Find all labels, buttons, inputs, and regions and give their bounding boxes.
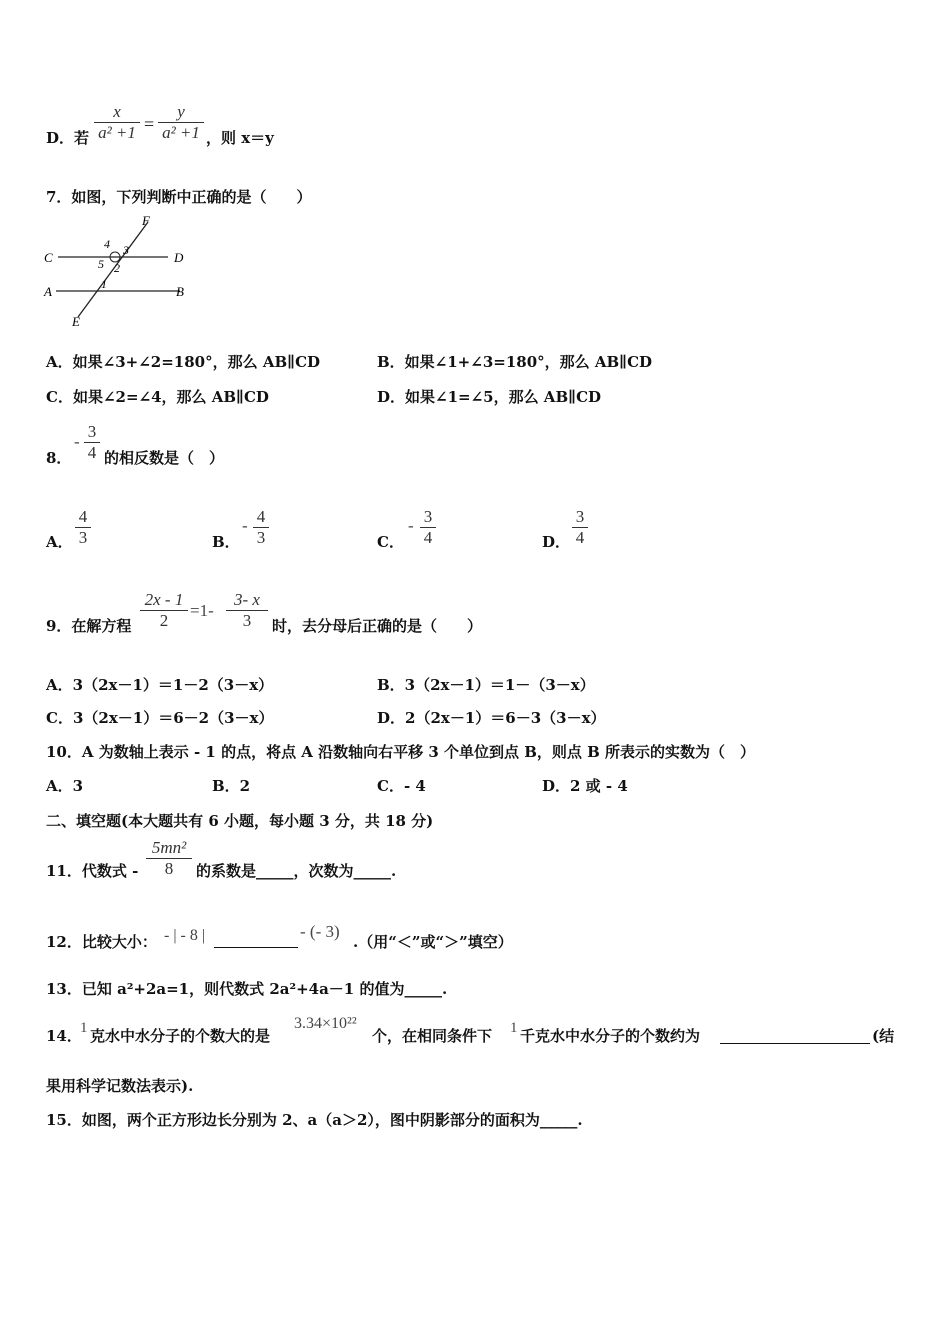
q6d-label: D．若	[46, 129, 90, 147]
q14-part-a: 克水中水分子的个数大的是	[90, 1027, 271, 1045]
q14-answer-blank[interactable]	[720, 1026, 870, 1044]
q8-option-b-fraction: 4 3	[253, 507, 269, 548]
q14-head: 14．	[46, 1027, 82, 1045]
q9-option-b: B．3（2x－1）＝1－（3－x）	[377, 676, 595, 694]
line-ef	[78, 222, 148, 317]
q8-option-c-sign: -	[408, 516, 414, 535]
q8-number: 8．	[46, 449, 72, 467]
q8-fraction: 3 4	[84, 422, 100, 463]
label-4: 4	[104, 237, 110, 251]
q12-head: 12．比较大小：	[46, 933, 157, 951]
q10-option-c: C．- 4	[377, 777, 426, 795]
label-d: D	[174, 250, 184, 265]
q12-answer-blank[interactable]	[214, 930, 298, 948]
label-1: 1	[101, 277, 107, 291]
q8-option-d-fraction: 3 4	[572, 507, 588, 548]
q14-one: 1	[80, 1020, 88, 1036]
q7-stem: 7．如图，下列判断中正确的是（ ）	[46, 188, 312, 206]
q14-part-c: 千克水中水分子的个数约为	[520, 1027, 701, 1045]
q10-option-b: B．2	[212, 777, 251, 795]
label-b: B	[176, 284, 184, 299]
label-e: E	[72, 314, 80, 329]
q12-rhs: - (- 3)	[300, 922, 340, 941]
q14-continuation: 果用科学记数法表示).	[46, 1077, 194, 1095]
q14-sci: 3.34×10²²	[294, 1015, 357, 1032]
q12-lhs: - | - 8 |	[164, 927, 206, 944]
label-a: A	[44, 284, 52, 299]
q15-text: 15．如图，两个正方形边长分别为 2、a（a＞2），图中阴影部分的面积为_____.	[46, 1111, 583, 1129]
q8-stem-tail: 的相反数是（ ）	[104, 449, 225, 467]
q8-minus: -	[74, 432, 80, 451]
q8-option-b-sign: -	[242, 516, 248, 535]
q6d-lhs-fraction: x a² +1	[94, 102, 140, 143]
q7-option-b: B．如果∠1+∠3=180°，那么 AB∥CD	[377, 353, 653, 371]
q14-one2: 1	[510, 1020, 518, 1036]
q11-fraction: 5mn² 8	[146, 838, 192, 879]
q6-option-d	[46, 128, 89, 148]
q8-option-c-fraction: 3 4	[420, 507, 436, 548]
q10-stem: 10．A 为数轴上表示 - 1 的点，将点 A 沿数轴向右平移 3 个单位到点 B，则点 B 所表示的实数为（ ）	[46, 743, 756, 761]
q7-option-c: C．如果∠2=∠4，那么 AB∥CD	[46, 388, 269, 406]
label-f: F	[142, 213, 150, 228]
q9-option-c: C．3（2x－1）＝6－2（3－x）	[46, 709, 274, 727]
q10-option-a: A．3	[46, 777, 84, 795]
q7-figure	[40, 212, 200, 330]
q6d-rhs-fraction: y a² +1	[158, 102, 204, 143]
q8-option-a-label: A．	[46, 533, 73, 551]
section-2-heading: 二、填空题(本大题共有 6 小题，每小题 3 分，共 18 分)	[46, 812, 434, 830]
q13-text: 13．已知 a²+2a=1，则代数式 2a²+4a－1 的值为_____.	[46, 980, 448, 998]
label-3: 3	[123, 243, 129, 257]
q6d-equals: =	[144, 114, 155, 134]
q6d-tail: ，则 x＝y	[206, 129, 274, 147]
q9-option-a: A．3（2x－1）＝1－2（3－x）	[46, 676, 274, 694]
q8-option-d-label: D．	[542, 533, 571, 551]
q14-part-b: 个，在相同条件下	[372, 1027, 493, 1045]
q7-option-d: D．如果∠1=∠5，那么 AB∥CD	[377, 388, 602, 406]
label-5: 5	[98, 257, 104, 271]
q9-fraction-1: 2x - 1 2	[140, 590, 188, 631]
q9-fraction-2: 3- x 3	[226, 590, 268, 631]
q10-option-d: D．2 或 - 4	[542, 777, 628, 795]
q8-option-c-label: C．	[377, 533, 404, 551]
q12-tail: .（用“＜”或“＞”填空）	[353, 933, 513, 951]
q8-option-a-fraction: 4 3	[75, 507, 91, 548]
q11-tail: 的系数是_____，次数为_____.	[196, 862, 397, 880]
q9-mid: =1-	[190, 601, 214, 620]
q11-head: 11．代数式 -	[46, 862, 139, 880]
q9-stem-head: 9．在解方程	[46, 617, 132, 635]
q9-stem-tail: 时，去分母后正确的是（ ）	[272, 617, 483, 635]
label-2: 2	[114, 261, 120, 275]
q7-option-a: A．如果∠3+∠2=180°，那么 AB∥CD	[46, 353, 321, 371]
q14-part-d: (结	[872, 1027, 895, 1045]
q8-option-b-label: B．	[212, 533, 240, 551]
q9-option-d: D．2（2x－1）＝6－3（3－x）	[377, 709, 606, 727]
label-c: C	[44, 250, 53, 265]
